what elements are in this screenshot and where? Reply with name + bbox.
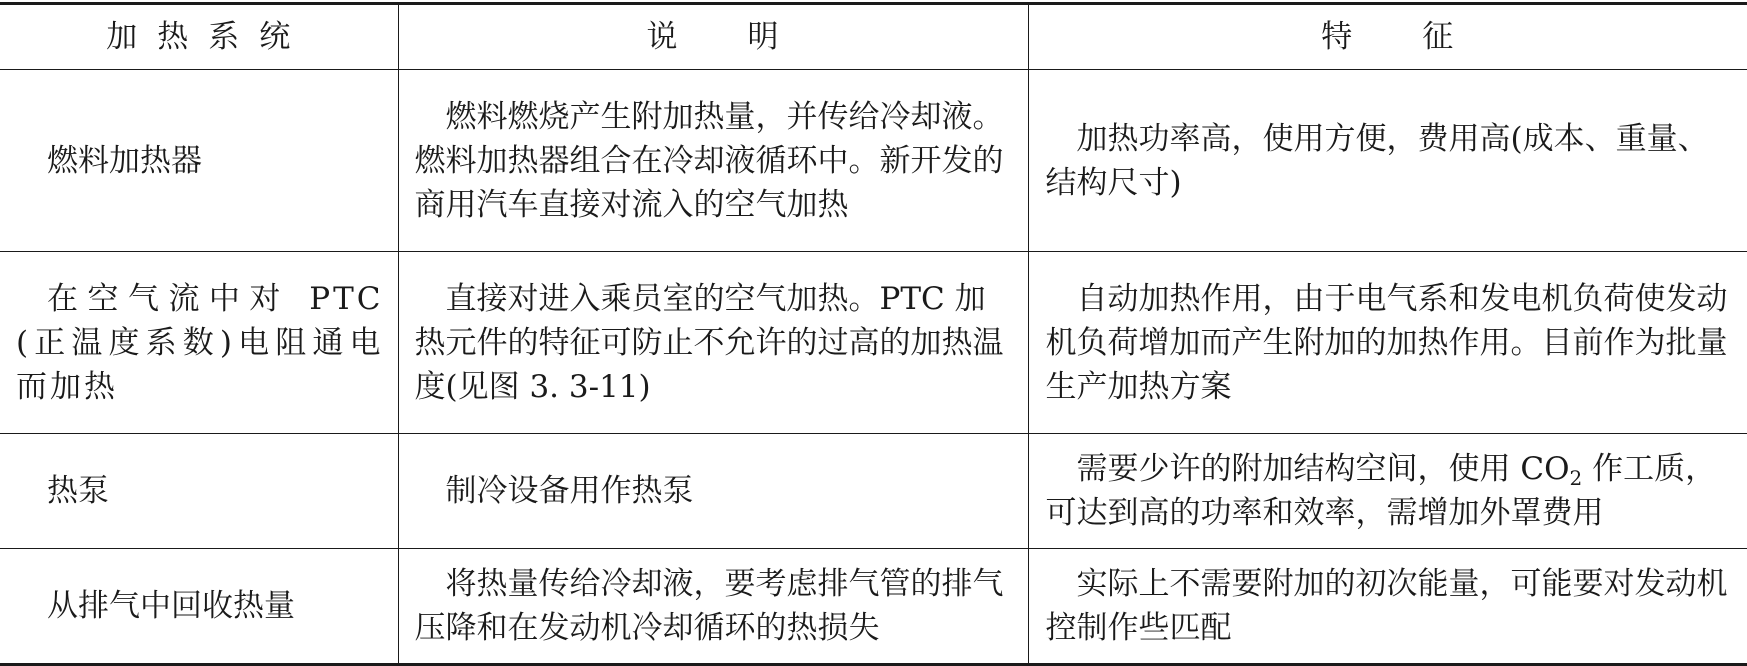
cell-system: 燃料加热器 [0, 70, 398, 252]
heating-systems-table [0, 2, 1747, 666]
header-description: 说明 [398, 4, 1028, 70]
table-row [0, 70, 1747, 252]
table-row [0, 549, 1747, 665]
cell-feature: 自动加热作用，由于电气系和发电机负荷使发动机负荷增加而产生附加的加热作用。目前作为批量生产加热方案 [1028, 252, 1747, 434]
cell-description: 制冷设备用作热泵 [398, 434, 1028, 549]
table-row [0, 434, 1747, 549]
header-heating-system: 加热系统 [0, 4, 398, 70]
cell-description: 直接对进入乘员室的空气加热。PTC 加热元件的特征可防止不允许的过高的加热温度(见图 3. 3-11) [398, 252, 1028, 434]
cell-system: 热泵 [0, 434, 398, 549]
feature-text-after: 作工质，可达到高的功率和效率，需增加外罩费用 [1045, 451, 1717, 531]
cell-system: 从排气中回收热量 [0, 549, 398, 665]
cell-feature [1028, 434, 1747, 549]
feature-text-before: 需要少许的附加结构空间，使用 CO [1076, 451, 1570, 487]
co2-subscript: 2 [1569, 466, 1583, 490]
header-features: 特征 [1028, 4, 1747, 70]
cell-feature: 实际上不需要附加的初次能量，可能要对发动机控制作些匹配 [1028, 549, 1747, 665]
cell-description: 燃料燃烧产生附加热量，并传给冷却液。燃料加热器组合在冷却液循环中。新开发的商用汽车直接对流入的空气加热 [398, 70, 1028, 252]
table-row [0, 252, 1747, 434]
cell-feature: 加热功率高，使用方便，费用高(成本、重量、结构尺寸) [1028, 70, 1747, 252]
table-header-row [0, 4, 1747, 70]
cell-description: 将热量传给冷却液，要考虑排气管的排气压降和在发动机冷却循环的热损失 [398, 549, 1028, 665]
cell-system: 在空气流中对 PTC(正温度系数)电阻通电而加热 [0, 252, 398, 434]
